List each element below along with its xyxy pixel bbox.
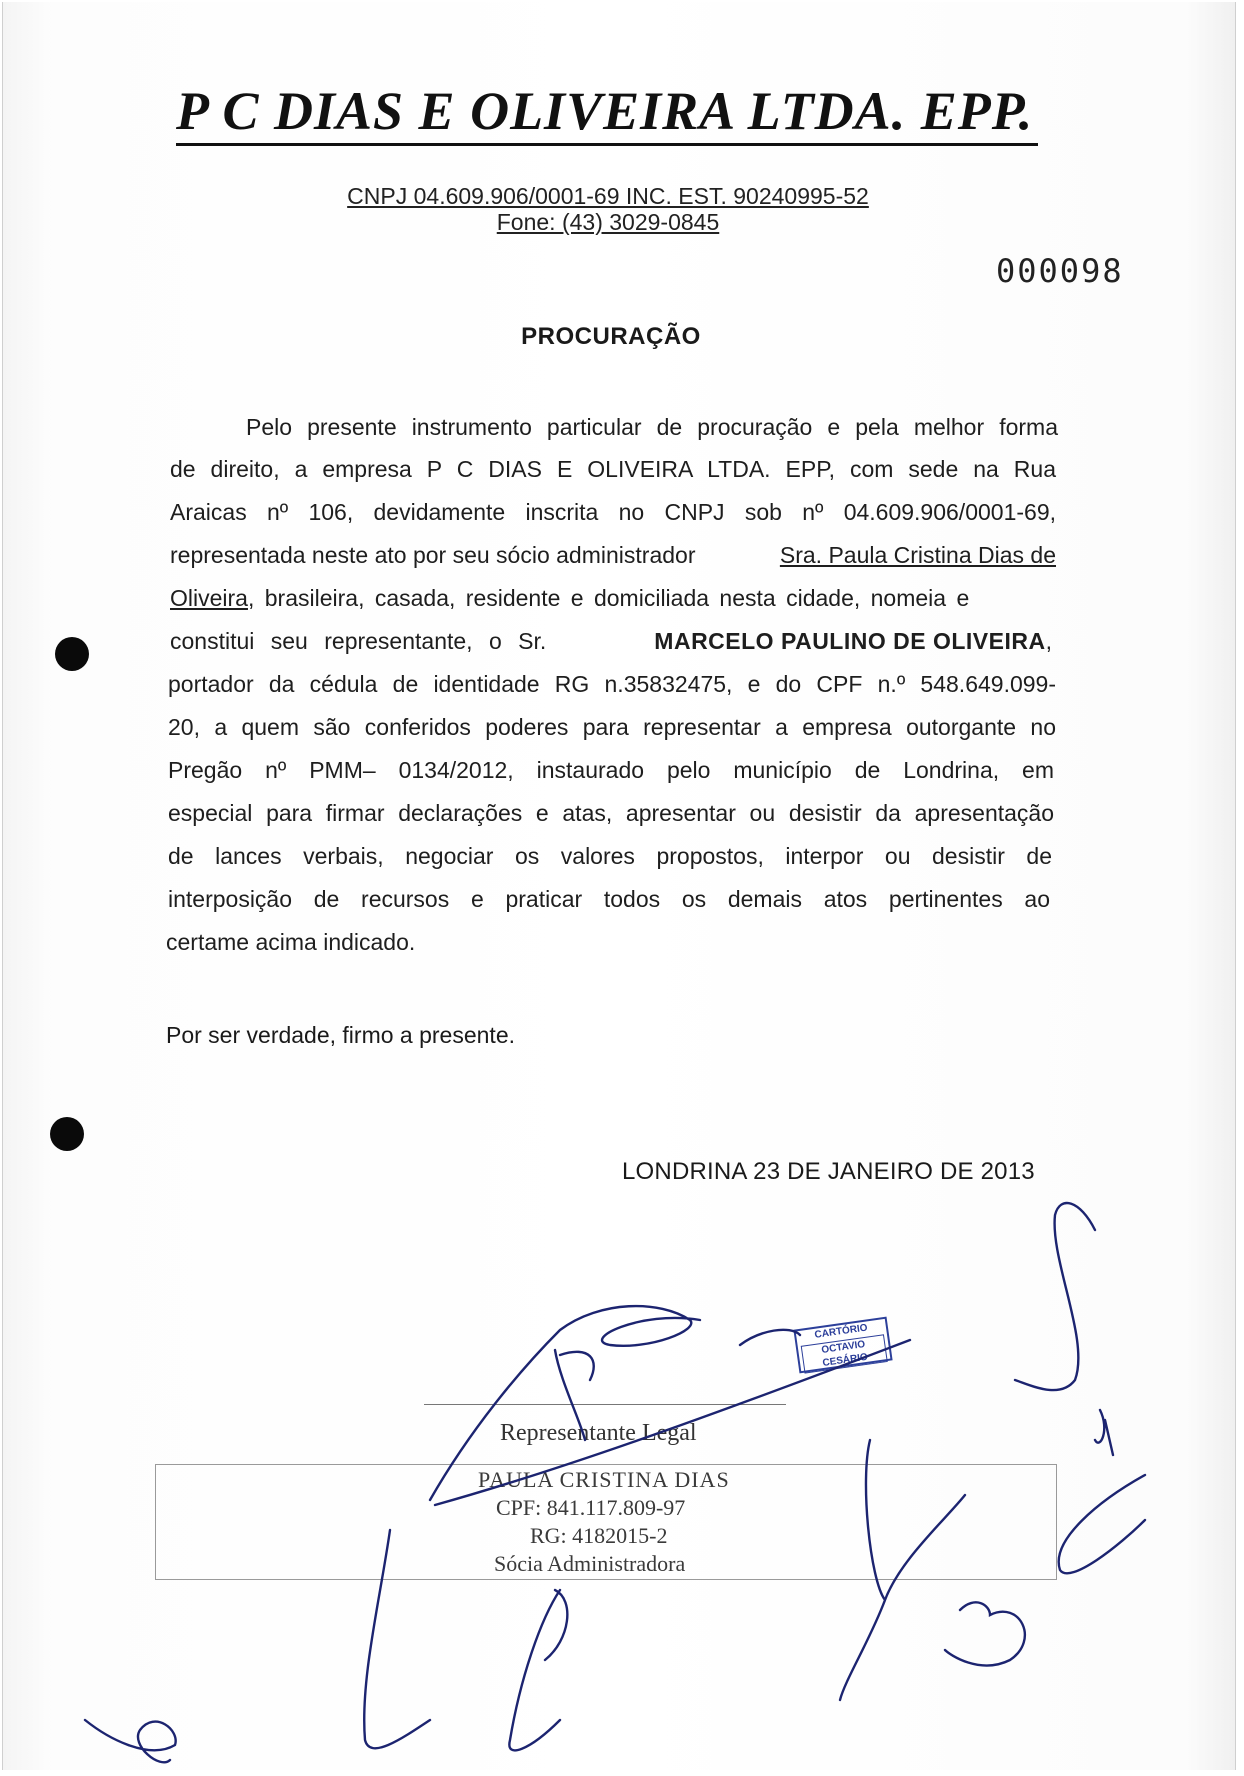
signatory-cpf: CPF: 841.117.809-97 xyxy=(496,1495,686,1520)
signatory-name-part1: Sra. Paula Cristina Dias de xyxy=(779,542,1056,568)
paragraph-line-11: de lances verbais, negociar os valores propostos, interpor ou desistir de xyxy=(168,843,1052,869)
signature-stroke xyxy=(435,1340,910,1505)
signatory-name-part2: Oliveira xyxy=(170,585,248,611)
signature-stroke xyxy=(945,1602,1025,1665)
line-5-text: , brasileira, casada, residente e domiciliada nesta cidade, nomeia e xyxy=(247,585,970,611)
paragraph-line-7: portador da cédula de identidade RG n.35832475, e do CPF n.º 548.649.099- xyxy=(168,671,1056,697)
representative-label: Representante Legal xyxy=(500,1420,697,1446)
notary-stamp-line2: OCTAVIO CESÁRIO xyxy=(801,1334,888,1373)
paragraph-line-3: Araicas nº 106, devidamente inscrita no CNPJ sob nº 04.609.906/0001-69, xyxy=(170,499,1056,525)
signature-stroke xyxy=(1015,1203,1095,1390)
paragraph-line-12: interposição de recursos e praticar todos os demais atos pertinentes ao xyxy=(168,886,1050,912)
place-and-date: LONDRINA 23 DE JANEIRO DE 2013 xyxy=(622,1158,1035,1185)
signature-stroke xyxy=(509,1590,567,1750)
signature-stroke xyxy=(364,1530,430,1748)
signature-stroke xyxy=(1059,1475,1145,1573)
paragraph-line-10: especial para firmar declarações e atas, apresentar ou desistir da apresentação xyxy=(168,800,1054,826)
representative-name: MARCELO PAULINO DE OLIVEIRA xyxy=(654,628,1046,654)
paragraph-line-9: Pregão nº PMM– 0134/2012, instaurado pelo município de Londrina, em xyxy=(168,757,1054,783)
signature-stroke xyxy=(740,1330,800,1345)
paragraph-line-8: 20, a quem são conferidos poderes para representar a empresa outorgante no xyxy=(168,714,1056,740)
signature-stroke xyxy=(430,1306,700,1500)
line-6-text: constitui seu representante, o Sr. xyxy=(170,628,547,654)
paragraph-line-13: certame acima indicado. xyxy=(166,929,416,955)
company-name-heading: P C DIAS E OLIVEIRA LTDA. EPP. xyxy=(176,81,1034,141)
signature-stroke xyxy=(555,1350,594,1440)
paragraph-line-2: de direito, a empresa P C DIAS E OLIVEIRA LTDA. EPP, com sede na Rua xyxy=(170,456,1056,482)
company-phone: Fone: (43) 3029-0845 xyxy=(496,209,720,235)
closing-statement: Por ser verdade, firmo a presente. xyxy=(166,1022,515,1048)
document-title-text: PROCURAÇÃO xyxy=(521,323,701,350)
notary-stamp-line1: CARTÓRIO xyxy=(813,1322,869,1341)
signature-stroke xyxy=(85,1720,176,1762)
signature-stroke xyxy=(1095,1410,1113,1455)
line-4-text: representada neste ato por seu sócio administrador xyxy=(170,542,696,568)
company-registration: CNPJ 04.609.906/0001-69 INC. EST. 90240995-52 xyxy=(347,183,869,209)
paragraph-line-1: Pelo presente instrumento particular de procuração e pela melhor forma xyxy=(246,414,1058,440)
line-6-comma: , xyxy=(1045,628,1052,654)
signatory-rg: RG: 4182015-2 xyxy=(530,1523,668,1548)
signature-stroke xyxy=(840,1440,965,1700)
signatory-name: PAULA CRISTINA DIAS xyxy=(478,1467,730,1492)
signatory-role: Sócia Administradora xyxy=(494,1551,686,1576)
document-number: 000098 xyxy=(996,252,1124,290)
